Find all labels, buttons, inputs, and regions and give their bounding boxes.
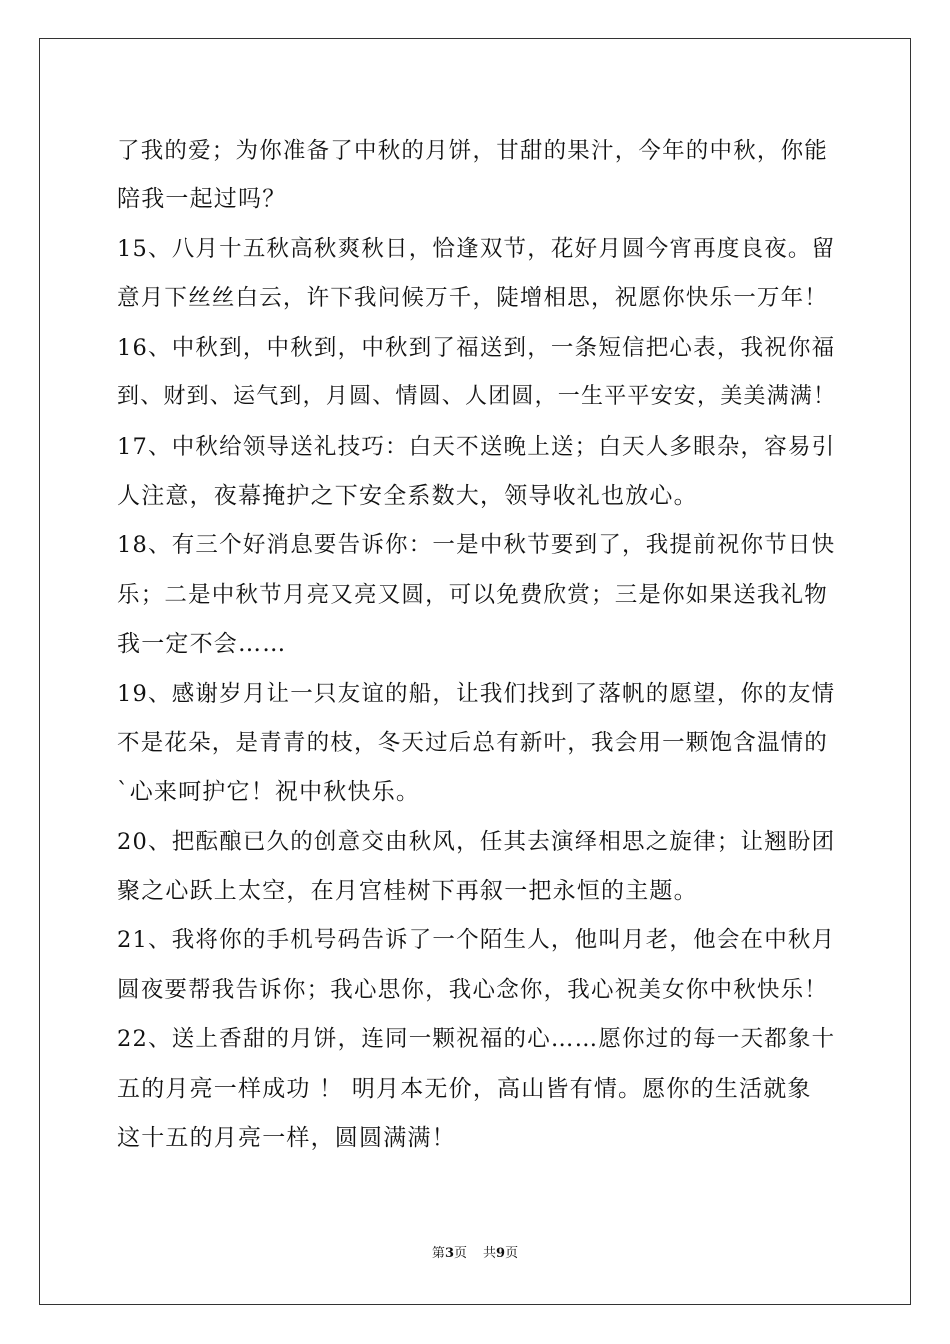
text-line: 20、把酝酿已久的创意交由秋风，任其去演绎相思之旋律；让翘盼团 <box>117 829 836 855</box>
page-suffix: 页 <box>453 1246 467 1261</box>
page-border <box>39 38 911 1305</box>
text-line: 21、我将你的手机号码告诉了一个陌生人，他叫月老，他会在中秋月 <box>117 927 836 953</box>
page-prefix: 第 <box>431 1246 445 1261</box>
text-line: 17、中秋给领导送礼技巧：白天不送晚上送；白天人多眼杂，容易引 <box>117 434 836 460</box>
text-line: 我一定不会…… <box>117 631 287 657</box>
page-footer <box>0 1245 950 1263</box>
text-line: 了我的爱；为你准备了中秋的月饼，甘甜的果汁，今年的中秋，你能 <box>117 138 829 164</box>
text-line: 圆夜要帮我告诉你；我心思你，我心念你，我心祝美女你中秋快乐！ <box>117 977 829 1003</box>
text-line: 16、中秋到，中秋到，中秋到了福送到，一条短信把心表，我祝你福 <box>117 335 836 361</box>
page-total: 9 <box>496 1246 506 1261</box>
text-line: `心来呵护它！祝中秋快乐。 <box>117 779 421 805</box>
text-line: 乐；二是中秋节月亮又亮又圆，可以免费欣赏；三是你如果送我礼物 <box>117 582 829 608</box>
text-line: 18、有三个好消息要告诉你：一是中秋节要到了，我提前祝你节日快 <box>117 532 836 558</box>
text-line: 19、感谢岁月让一只友谊的船，让我们找到了落帆的愿望，你的友情 <box>117 681 836 707</box>
text-line: 聚之心跃上太空，在月宫桂树下再叙一把永恒的主题。 <box>117 878 698 904</box>
total-suffix: 页 <box>505 1246 519 1261</box>
text-line: 人注意，夜幕掩护之下安全系数大，领导收礼也放心。 <box>117 483 698 509</box>
text-line: 15、八月十五秋高秋爽秋日，恰逢双节，花好月圆今宵再度良夜。留 <box>117 236 836 262</box>
text-line: 到、财到、运气到，月圆、情圆、人团圆，一生平平安安，美美满满！ <box>117 384 837 409</box>
total-prefix: 共 <box>483 1246 497 1261</box>
text-line: 这十五的月亮一样，圆圆满满！ <box>117 1125 456 1151</box>
text-line: 22、送上香甜的月饼，连同一颗祝福的心……愿你过的每一天都象十 <box>117 1026 836 1052</box>
text-line: 陪我一起过吗？ <box>117 186 287 212</box>
text-line: 五的月亮一样成功 ！ 明月本无价，高山皆有情。愿你的生活就象 <box>117 1076 812 1102</box>
text-line: 不是花朵，是青青的枝，冬天过后总有新叶，我会用一颗饱含温情的 <box>117 730 829 756</box>
text-line: 意月下丝丝白云，许下我问候万千，陡增相思，祝愿你快乐一万年！ <box>117 285 829 311</box>
page-current: 3 <box>444 1246 454 1261</box>
